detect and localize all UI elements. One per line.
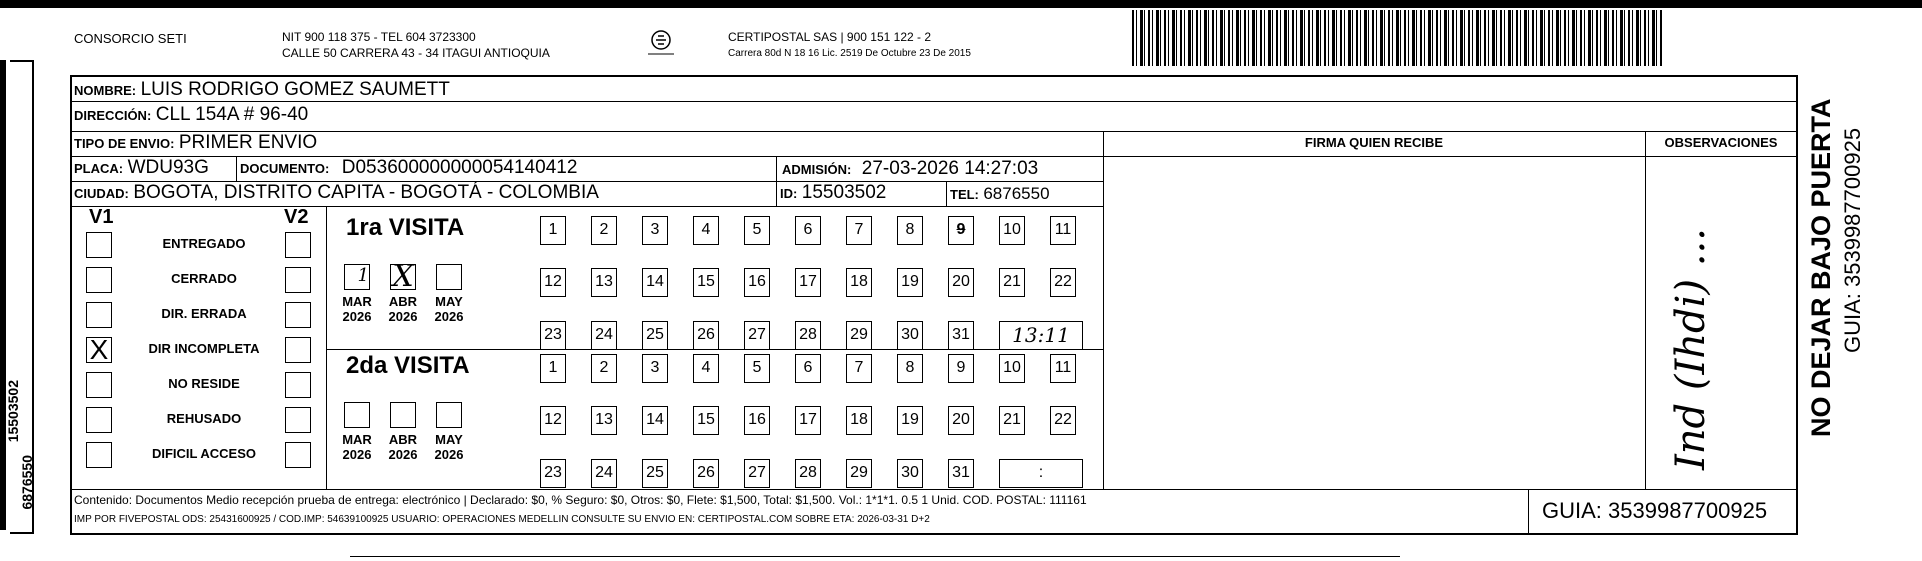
- v2-label: V2: [284, 206, 309, 228]
- v1-checkbox-0[interactable]: [86, 232, 112, 258]
- month-label-first-2: [426, 294, 472, 324]
- day-box-first-8[interactable]: 8: [897, 216, 923, 245]
- v2-checkbox-3[interactable]: [285, 337, 311, 363]
- month-checkbox-first-0[interactable]: 1: [344, 264, 370, 290]
- direccion-value: CLL 154A # 96-40: [155, 104, 309, 125]
- first-visit-title: 1ra VISITA: [346, 214, 465, 241]
- day-box-first-6[interactable]: 6: [795, 216, 821, 245]
- status-label-6: DIFICIL ACCESO: [151, 446, 256, 461]
- row-line: [70, 206, 1103, 207]
- nombre-label: NOMBRE:: [74, 83, 137, 98]
- left-border: [0, 60, 6, 530]
- day-box-first-17[interactable]: 17: [795, 268, 821, 297]
- status-label-4: NO RESIDE: [168, 376, 240, 391]
- right-guia-text: GUIA: 3539987700925: [1840, 128, 1865, 354]
- row-line: [70, 489, 1798, 490]
- month-checkbox-second-0[interactable]: [344, 402, 370, 428]
- handwritten-observation: Ind (Ihdi) ...: [1668, 228, 1714, 470]
- v2-checkbox-0[interactable]: [285, 232, 311, 258]
- day-box-second-28[interactable]: 28: [795, 459, 821, 488]
- top-border: [0, 0, 1922, 8]
- day-box-second-25[interactable]: 25: [642, 459, 668, 488]
- day-box-first-14[interactable]: 14: [642, 268, 668, 297]
- day-box-second-26[interactable]: 26: [693, 459, 719, 488]
- day-box-first-3[interactable]: 3: [642, 216, 668, 245]
- v1-checkbox-2[interactable]: [86, 302, 112, 328]
- month-label-first-0: [334, 294, 380, 324]
- row-line: [70, 131, 1798, 132]
- day-box-first-16[interactable]: 16: [744, 268, 770, 297]
- day-box-first-1[interactable]: 1: [540, 216, 566, 245]
- id-label: ID:: [780, 186, 798, 201]
- day-box-second-14[interactable]: 14: [642, 406, 668, 435]
- tipo-value: PRIMER ENVIO: [178, 132, 318, 153]
- day-box-first-18[interactable]: 18: [846, 268, 872, 297]
- month-name: MAY: [435, 294, 463, 309]
- status-label-1: CERRADO: [171, 271, 237, 286]
- row-line: [70, 101, 1798, 102]
- day-box-first-13[interactable]: 13: [591, 268, 617, 297]
- certipostal-sub: Carrera 80d N 18 16 Lic. 2519 De Octubre 23 De 2015: [728, 48, 971, 59]
- day-box-second-27[interactable]: 27: [744, 459, 770, 488]
- ciudad-label: CIUDAD:: [74, 186, 129, 201]
- day-box-second-1[interactable]: 1: [540, 354, 566, 383]
- day-box-second-21[interactable]: 21: [999, 406, 1025, 435]
- company-name: CONSORCIO SETI: [74, 31, 187, 46]
- v1-checkbox-5[interactable]: [86, 407, 112, 433]
- second-visit-title: 2da VISITA: [346, 352, 470, 379]
- day-box-second-19[interactable]: 19: [897, 406, 923, 435]
- month-label-second-1: [380, 432, 426, 462]
- v1-checkbox-1[interactable]: [86, 267, 112, 293]
- month-checkbox-first-1[interactable]: X: [390, 264, 416, 290]
- nombre-value: LUIS RODRIGO GOMEZ SAUMETT: [140, 79, 450, 100]
- day-box-first-2[interactable]: 2: [591, 216, 617, 245]
- ciudad-value: BOGOTA, DISTRITO CAPITA - BOGOTÁ - COLOMBIA: [133, 182, 599, 203]
- day-box-second-18[interactable]: 18: [846, 406, 872, 435]
- ciudad-row: [74, 182, 599, 204]
- day-box-first-5[interactable]: 5: [744, 216, 770, 245]
- day-box-second-12[interactable]: 12: [540, 406, 566, 435]
- day-box-second-3[interactable]: 3: [642, 354, 668, 383]
- day-box-first-22[interactable]: 22: [1050, 268, 1076, 297]
- placa-row: [74, 157, 209, 179]
- time-box-second[interactable]: :: [999, 459, 1083, 488]
- month-label-second-2: [426, 432, 472, 462]
- v2-checkbox-1[interactable]: [285, 267, 311, 293]
- day-box-first-23[interactable]: 23: [540, 321, 566, 350]
- day-box-first-27[interactable]: 27: [744, 321, 770, 350]
- day-box-first-9[interactable]: 9: [948, 216, 974, 245]
- day-box-second-22[interactable]: 22: [1050, 406, 1076, 435]
- day-box-second-7[interactable]: 7: [846, 354, 872, 383]
- month-label-first-1: [380, 294, 426, 324]
- col-line: [236, 156, 237, 181]
- v2-checkbox-6[interactable]: [285, 442, 311, 468]
- day-box-second-16[interactable]: 16: [744, 406, 770, 435]
- v2-checkbox-5[interactable]: [285, 407, 311, 433]
- day-box-second-10[interactable]: 10: [999, 354, 1025, 383]
- day-box-second-17[interactable]: 17: [795, 406, 821, 435]
- certipostal-logo: [646, 28, 676, 58]
- day-box-second-4[interactable]: 4: [693, 354, 719, 383]
- col-line: [946, 181, 947, 206]
- month-checkbox-second-2[interactable]: [436, 402, 462, 428]
- day-box-second-31[interactable]: 31: [948, 459, 974, 488]
- day-box-first-31[interactable]: 31: [948, 321, 974, 350]
- col-line: [1645, 131, 1646, 489]
- observaciones-header: OBSERVACIONES: [1664, 135, 1778, 150]
- status-label-0: ENTREGADO: [162, 236, 246, 251]
- bottom-line: [350, 556, 1400, 557]
- day-box-second-15[interactable]: 15: [693, 406, 719, 435]
- admision-label: ADMISIÓN:: [782, 162, 852, 177]
- tel-label: TEL:: [950, 187, 979, 202]
- placa-label: PLACA:: [74, 161, 124, 176]
- v1-checkbox-4[interactable]: [86, 372, 112, 398]
- month-name: MAR: [342, 294, 372, 309]
- tipo-row: [74, 132, 317, 154]
- id-value: 15503502: [801, 182, 887, 203]
- day-box-first-7[interactable]: 7: [846, 216, 872, 245]
- documento-value: D053600000000054140412: [341, 157, 578, 178]
- day-box-first-21[interactable]: 21: [999, 268, 1025, 297]
- day-box-first-11[interactable]: 11: [1050, 216, 1076, 245]
- direccion-label: DIRECCIÓN:: [74, 108, 152, 123]
- day-box-second-23[interactable]: 23: [540, 459, 566, 488]
- day-box-second-30[interactable]: 30: [897, 459, 923, 488]
- imp-text: IMP POR FIVEPOSTAL ODS: 25431600925 / COD.IMP: 54639100925 USUARIO: OPERACIONES MEDELLIN CONSULTE SU ENVIO EN: CERTIPOSTAL.COM SOBRE ETA: 2026-03-31 D+2: [74, 514, 930, 525]
- v1-label: V1: [89, 206, 114, 228]
- month-year: 2026: [342, 309, 372, 324]
- month-year: 2026: [434, 309, 464, 324]
- day-box-second-5[interactable]: 5: [744, 354, 770, 383]
- status-label-2: DIR. ERRADA: [161, 306, 247, 321]
- left-side-code-1: 15503502: [5, 380, 21, 443]
- v2-checkbox-2[interactable]: [285, 302, 311, 328]
- documento-row: [240, 157, 577, 179]
- logo-icon: [646, 28, 676, 58]
- day-box-first-30[interactable]: 30: [897, 321, 923, 350]
- day-box-second-13[interactable]: 13: [591, 406, 617, 435]
- day-box-second-2[interactable]: 2: [591, 354, 617, 383]
- month-year: 2026: [342, 447, 372, 462]
- col-line: [1103, 131, 1104, 489]
- day-box-first-19[interactable]: 19: [897, 268, 923, 297]
- admision-row: [782, 158, 1038, 180]
- tel-row: [950, 184, 1050, 204]
- month-name: MAY: [435, 432, 463, 447]
- day-box-first-26[interactable]: 26: [693, 321, 719, 350]
- v2-checkbox-4[interactable]: [285, 372, 311, 398]
- direccion-row: [74, 104, 308, 126]
- col-line: [1528, 489, 1529, 535]
- month-year: 2026: [388, 309, 418, 324]
- barcode: [1132, 10, 1664, 66]
- v1-checkbox-6[interactable]: [86, 442, 112, 468]
- v1-checkbox-3[interactable]: X: [86, 337, 112, 363]
- month-checkbox-second-1[interactable]: [390, 402, 416, 428]
- month-checkbox-first-2[interactable]: [436, 264, 462, 290]
- tipo-label: TIPO DE ENVIO:: [74, 136, 175, 151]
- address-line: CALLE 50 CARRERA 43 - 34 ITAGUI ANTIOQUIA: [282, 46, 550, 60]
- admision-value: 27-03-2026 14:27:03: [861, 158, 1039, 179]
- day-box-second-29[interactable]: 29: [846, 459, 872, 488]
- day-box-first-25[interactable]: 25: [642, 321, 668, 350]
- placa-value: WDU93G: [127, 157, 209, 178]
- day-box-first-12[interactable]: 12: [540, 268, 566, 297]
- tel-value: 6876550: [983, 184, 1050, 203]
- day-box-second-9[interactable]: 9: [948, 354, 974, 383]
- day-box-second-20[interactable]: 20: [948, 406, 974, 435]
- col-line: [776, 156, 777, 206]
- nit-line: NIT 900 118 375 - TEL 604 3723300: [282, 30, 476, 44]
- day-box-first-24[interactable]: 24: [591, 321, 617, 350]
- status-label-3: DIR INCOMPLETA: [148, 341, 260, 356]
- time-box-first[interactable]: 13:11: [999, 321, 1083, 350]
- day-box-second-8[interactable]: 8: [897, 354, 923, 383]
- firma-header: FIRMA QUIEN RECIBE: [1304, 135, 1444, 150]
- day-box-first-29[interactable]: 29: [846, 321, 872, 350]
- month-year: 2026: [434, 447, 464, 462]
- status-label-5: REHUSADO: [166, 411, 242, 426]
- day-box-second-24[interactable]: 24: [591, 459, 617, 488]
- contenido-text: Contenido: Documentos Medio recepción prueba de entrega: electrónico | Declarado: $0, % Seguro: $0, Otros: $0, Flete: $1,500, Total: $1,500. Vol.: 1*1*1. 0.5 1 Unid. COD. POSTAL: 111161: [74, 493, 1087, 507]
- col-line: [326, 206, 327, 489]
- nombre-row: [74, 79, 450, 101]
- day-box-second-6[interactable]: 6: [795, 354, 821, 383]
- month-label-second-0: [334, 432, 380, 462]
- day-box-first-10[interactable]: 10: [999, 216, 1025, 245]
- month-name: ABR: [388, 432, 418, 447]
- certipostal-line: CERTIPOSTAL SAS | 900 151 122 - 2: [728, 30, 931, 44]
- id-row: [780, 182, 886, 204]
- day-box-second-11[interactable]: 11: [1050, 354, 1076, 383]
- documento-label: DOCUMENTO:: [240, 161, 330, 176]
- month-name: MAR: [342, 432, 372, 447]
- day-box-first-15[interactable]: 15: [693, 268, 719, 297]
- day-box-first-4[interactable]: 4: [693, 216, 719, 245]
- col-line: [1797, 101, 1798, 136]
- footer-guia: GUIA: 3539987700925: [1542, 498, 1768, 523]
- day-box-first-28[interactable]: 28: [795, 321, 821, 350]
- left-side-code-2: 6876550: [19, 455, 35, 510]
- month-name: ABR: [388, 294, 418, 309]
- no-dejar-text: NO DEJAR BAJO PUERTA: [1806, 98, 1836, 437]
- day-box-first-20[interactable]: 20: [948, 268, 974, 297]
- month-year: 2026: [388, 447, 418, 462]
